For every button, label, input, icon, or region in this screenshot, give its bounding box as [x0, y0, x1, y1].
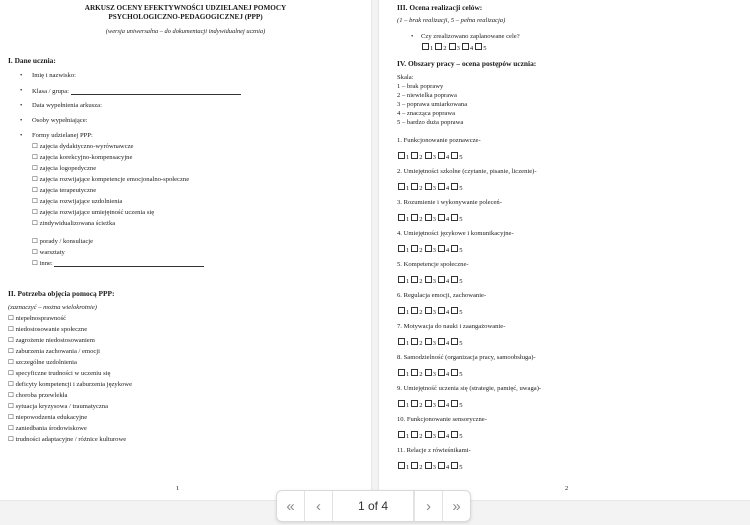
bullet: •: [20, 87, 23, 94]
question-text: Czy zrealizowano zaplanowane cele?: [421, 33, 520, 40]
rating-checkbox: [398, 214, 405, 221]
rating-scale: [397, 214, 463, 223]
rating-option-label: 5: [459, 432, 463, 440]
rating-checkbox: [449, 43, 456, 50]
rating-option-label: 5: [459, 339, 463, 347]
last-page-button[interactable]: [442, 491, 470, 521]
checkbox-item: ☐ niedostosowanie społeczne: [8, 326, 88, 333]
document-page-1: [0, 0, 371, 500]
rating-scale: [397, 307, 463, 316]
rating-checkbox: [462, 43, 469, 50]
rating-option-label: 5: [459, 308, 463, 316]
next-page-button[interactable]: [414, 491, 442, 521]
rating-checkbox: [425, 152, 432, 159]
blank-line: [71, 87, 241, 95]
rating-option-label: 3: [432, 463, 436, 471]
rating-checkbox: [438, 338, 445, 345]
area-label: 4. Umiejętności językowe i komunikacyjne-: [397, 230, 514, 237]
rating-option-label: 5: [459, 370, 463, 378]
double-chevron-right-icon: »: [452, 497, 461, 515]
rating-checkbox: [398, 338, 405, 345]
rating-checkbox: [411, 462, 418, 469]
rating-option-label: 5: [459, 401, 463, 409]
area-label: 9. Umiejętność uczenia się (strategie, pamięć, uwaga)-: [397, 385, 542, 392]
rating-checkbox: [411, 369, 418, 376]
checkbox-item: ☐ choroba przewlekła: [8, 392, 68, 399]
rating-option-label: 5: [459, 277, 463, 285]
rating-checkbox: [411, 400, 418, 407]
checkbox-item: ☐ deficyty kompetencji i zaburzenia językowe: [8, 381, 132, 388]
rating-scale: [421, 43, 487, 52]
section-heading: I. Dane ucznia:: [8, 56, 56, 65]
checkbox-item: ☐ zajęcia rozwijające umiejętność uczenia się: [32, 209, 155, 216]
rating-option-label: 1: [406, 184, 410, 192]
rating-checkbox: [435, 43, 442, 50]
rating-checkbox: [425, 369, 432, 376]
rating-checkbox: [451, 214, 458, 221]
rating-option-label: 3: [456, 44, 460, 52]
rating-checkbox: [398, 369, 405, 376]
rating-option-label: 4: [445, 153, 450, 161]
checkbox-item: ☐ warsztaty: [32, 249, 65, 256]
section-heading: IV. Obszary pracy – ocena postępów ucznia:: [397, 59, 537, 68]
rating-checkbox: [451, 152, 458, 159]
rating-option-label: 2: [419, 277, 423, 285]
rating-option-label: 2: [419, 463, 423, 471]
area-label: 11. Relacje z rówieśnikami-: [397, 447, 471, 454]
chevron-right-icon: ›: [426, 497, 431, 515]
rating-option-label: 5: [483, 44, 487, 52]
rating-option-label: 3: [432, 308, 436, 316]
rating-option-label: 2: [419, 215, 423, 223]
bullet: •: [20, 132, 23, 139]
rating-checkbox: [398, 462, 405, 469]
checkbox-item: ☐ inne:: [32, 259, 204, 267]
rating-option-label: 2: [419, 432, 423, 440]
rating-checkbox: [451, 245, 458, 252]
rating-checkbox: [398, 400, 405, 407]
rating-option-label: 3: [432, 277, 436, 285]
rating-option-label: 4: [445, 432, 450, 440]
rating-checkbox: [438, 152, 445, 159]
document-page-2: [379, 0, 750, 500]
document-subtitle: (wersja uniwersalna – do dokumentacji indywidualnej ucznia): [105, 28, 266, 35]
rating-option-label: 3: [432, 184, 436, 192]
rating-option-label: 1: [406, 401, 410, 409]
section-heading: II. Potrzeba objęcia pomocą PPP:: [8, 289, 115, 298]
bullet: •: [20, 72, 23, 79]
first-page-button[interactable]: [277, 491, 305, 521]
rating-option-label: 5: [459, 153, 463, 161]
rating-checkbox: [398, 183, 405, 190]
rating-checkbox: [411, 431, 418, 438]
document-title: ARKUSZ OCENY EFEKTYWNOŚCI UDZIELANEJ POMOCY PSYCHOLOGICZNO-PEDAGOGICZNEJ (PPP): [84, 4, 287, 21]
rating-option-label: 1: [406, 463, 410, 471]
rating-option-label: 4: [445, 184, 450, 192]
rating-option-label: 3: [432, 370, 436, 378]
rating-option-label: 3: [432, 215, 436, 223]
rating-checkbox: [398, 431, 405, 438]
scale-item: 1 – brak poprawy: [397, 83, 444, 90]
rating-scale: [397, 338, 463, 347]
rating-scale: [397, 431, 463, 440]
rating-option-label: 5: [459, 463, 463, 471]
rating-option-label: 2: [419, 339, 423, 347]
checkbox-item: ☐ sytuacja kryzysowa / traumatyczna: [8, 403, 109, 410]
rating-checkbox: [425, 338, 432, 345]
rating-checkbox: [398, 307, 405, 314]
rating-option-label: 4: [469, 44, 474, 52]
section-note: (1 – brak realizacji, 5 – pełna realizacja): [397, 17, 506, 24]
page-number: 2: [565, 485, 569, 492]
rating-checkbox: [425, 400, 432, 407]
rating-option-label: 2: [419, 246, 423, 254]
rating-option-label: 1: [406, 246, 410, 254]
rating-checkbox: [451, 338, 458, 345]
field-label: Klasa / grupa:: [32, 87, 241, 95]
rating-option-label: 1: [406, 339, 410, 347]
rating-checkbox: [411, 245, 418, 252]
rating-checkbox: [425, 307, 432, 314]
rating-checkbox: [438, 431, 445, 438]
rating-checkbox: [438, 369, 445, 376]
area-label: 2. Umiejętności szkolne (czytanie, pisanie, liczenie)-: [397, 168, 537, 175]
rating-checkbox: [438, 183, 445, 190]
rating-checkbox: [425, 462, 432, 469]
rating-option-label: 5: [459, 215, 463, 223]
rating-checkbox: [411, 338, 418, 345]
rating-option-label: 3: [432, 339, 436, 347]
rating-option-label: 2: [419, 153, 423, 161]
rating-checkbox: [425, 245, 432, 252]
rating-option-label: 1: [406, 432, 410, 440]
rating-scale: [397, 276, 463, 285]
checkbox-item: ☐ zajęcia terapeutyczne: [32, 187, 97, 194]
checkbox-item: ☐ zaniedbania środowiskowe: [8, 425, 87, 432]
field-label: Formy udzielanej PPP:: [32, 132, 93, 139]
rating-option-label: 2: [443, 44, 447, 52]
rating-checkbox: [425, 431, 432, 438]
area-label: 7. Motywacja do nauki i zaangażowanie-: [397, 323, 506, 330]
rating-option-label: 1: [430, 44, 434, 52]
checkbox-item: ☐ zajęcia dydaktyczno-wyrównawcze: [32, 143, 134, 150]
rating-checkbox: [438, 276, 445, 283]
rating-checkbox: [398, 245, 405, 252]
rating-scale: [397, 400, 463, 409]
bullet: •: [20, 117, 23, 124]
rating-option-label: 4: [445, 401, 450, 409]
rating-option-label: 2: [419, 370, 423, 378]
rating-checkbox: [438, 462, 445, 469]
checkbox-item: ☐ zajęcia korekcyjno-kompensacyjne: [32, 154, 133, 161]
page-indicator: 1 of 4: [333, 491, 414, 521]
rating-option-label: 4: [445, 308, 450, 316]
rating-option-label: 1: [406, 215, 410, 223]
bullet: •: [20, 102, 23, 109]
rating-option-label: 5: [459, 184, 463, 192]
rating-checkbox: [411, 152, 418, 159]
checkbox-item: ☐ zagrożenie niedostosowaniem: [8, 337, 95, 344]
rating-option-label: 3: [432, 432, 436, 440]
rating-option-label: 1: [406, 277, 410, 285]
area-label: 1. Funkcjonowanie poznawcze-: [397, 137, 481, 144]
page-number: 1: [176, 485, 180, 492]
area-label: 3. Rozumienie i wykonywanie poleceń-: [397, 199, 502, 206]
rating-checkbox: [411, 183, 418, 190]
rating-option-label: 5: [459, 246, 463, 254]
field-label: Data wypełnienia arkusza:: [32, 102, 102, 109]
rating-option-label: 3: [432, 246, 436, 254]
rating-checkbox: [425, 183, 432, 190]
rating-option-label: 4: [445, 463, 450, 471]
double-chevron-left-icon: «: [286, 497, 295, 515]
rating-option-label: 1: [406, 153, 410, 161]
scale-item: 3 – poprawa umiarkowana: [397, 101, 468, 108]
rating-option-label: 1: [406, 308, 410, 316]
field-label: Imię i nazwisko:: [32, 72, 76, 79]
rating-option-label: 3: [432, 153, 436, 161]
rating-checkbox: [451, 307, 458, 314]
area-label: 5. Kompetencje społeczne-: [397, 261, 469, 268]
rating-scale: [397, 152, 463, 161]
checkbox-item: ☐ zajęcia rozwijające uzdolnienia: [32, 198, 123, 205]
rating-checkbox: [451, 462, 458, 469]
rating-checkbox: [398, 152, 405, 159]
rating-checkbox: [451, 183, 458, 190]
checkbox-item: ☐ zajęcia rozwijające kompetencje emocjonalno-społeczne: [32, 176, 190, 183]
rating-checkbox: [411, 307, 418, 314]
checkbox-item: ☐ specyficzne trudności w uczeniu się: [8, 370, 111, 377]
checkbox-item: ☐ trudności adaptacyjne / różnice kulturowe: [8, 436, 127, 443]
blank-line: [54, 259, 204, 267]
rating-option-label: 4: [445, 277, 450, 285]
rating-option-label: 2: [419, 308, 423, 316]
bullet: •: [411, 33, 414, 40]
section-heading: III. Ocena realizacji celów:: [397, 3, 483, 12]
checkbox-item: ☐ zindywidualizowana ścieżka: [32, 220, 116, 227]
checkbox-item: ☐ niepowodzenia edukacyjne: [8, 414, 88, 421]
page-navigation: [276, 490, 471, 522]
checkbox-item: ☐ zaburzenia zachowania / emocji: [8, 348, 100, 355]
area-label: 10. Funkcjonowanie sensoryczne-: [397, 416, 487, 423]
checkbox-item: ☐ szczególne uzdolnienia: [8, 359, 77, 366]
rating-scale: [397, 462, 463, 471]
scale-item: 4 – znacząca poprawa: [397, 110, 456, 117]
rating-checkbox: [438, 214, 445, 221]
rating-checkbox: [451, 276, 458, 283]
rating-option-label: 4: [445, 339, 450, 347]
rating-checkbox: [411, 276, 418, 283]
scale-item: 5 – bardzo duża poprawa: [397, 119, 464, 126]
scale-item: 2 – niewielka poprawa: [397, 92, 457, 99]
rating-checkbox: [422, 43, 429, 50]
rating-option-label: 3: [432, 401, 436, 409]
rating-checkbox: [451, 400, 458, 407]
rating-option-label: 4: [445, 370, 450, 378]
rating-checkbox: [438, 307, 445, 314]
rating-checkbox: [451, 431, 458, 438]
area-label: 8. Samodzielność (organizacja pracy, samoobsługa)-: [397, 354, 536, 361]
rating-option-label: 1: [406, 370, 410, 378]
checkbox-item: ☐ porady / konsultacje: [32, 238, 94, 245]
rating-checkbox: [411, 214, 418, 221]
area-label: 6. Regulacja emocji, zachowanie-: [397, 292, 487, 299]
checkbox-item: ☐ niepełnosprawność: [8, 315, 67, 322]
chevron-left-icon: ‹: [316, 497, 321, 515]
rating-option-label: 4: [445, 246, 450, 254]
rating-checkbox: [425, 214, 432, 221]
rating-option-label: 2: [419, 184, 423, 192]
field-label: Osoby wypełniające:: [32, 117, 88, 124]
rating-checkbox: [438, 400, 445, 407]
rating-checkbox: [425, 276, 432, 283]
rating-checkbox: [451, 369, 458, 376]
checkbox-item: ☐ zajęcia logopedyczne: [32, 165, 97, 172]
section-note: (zaznaczyć – można wielokrotnie): [8, 304, 97, 311]
rating-checkbox: [475, 43, 482, 50]
scale-label: Skala:: [397, 74, 414, 81]
rating-option-label: 4: [445, 215, 450, 223]
rating-option-label: 2: [419, 401, 423, 409]
rating-scale: [397, 369, 463, 378]
rating-checkbox: [398, 276, 405, 283]
rating-scale: [397, 183, 463, 192]
rating-scale: [397, 245, 463, 254]
previous-page-button[interactable]: [305, 491, 333, 521]
rating-checkbox: [438, 245, 445, 252]
